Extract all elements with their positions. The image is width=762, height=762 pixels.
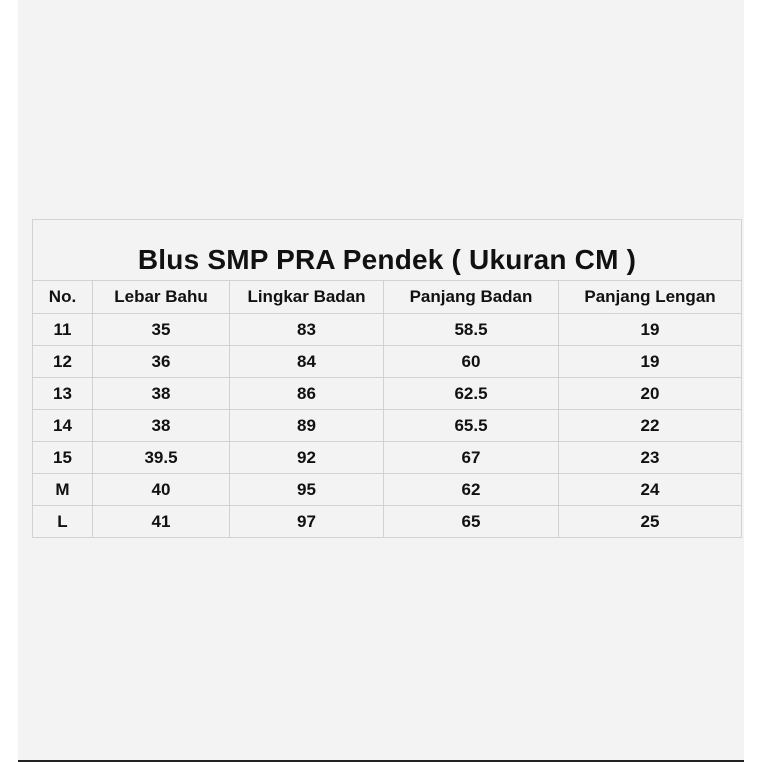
- cell-panjang-lengan: 19: [559, 314, 742, 346]
- cell-lebar-bahu: 39.5: [93, 442, 230, 474]
- cell-panjang-lengan: 22: [559, 410, 742, 442]
- cell-lebar-bahu: 38: [93, 378, 230, 410]
- cell-panjang-lengan: 19: [559, 346, 742, 378]
- cell-lebar-bahu: 36: [93, 346, 230, 378]
- table-row: [33, 506, 742, 538]
- cell-panjang-badan: 65.5: [384, 410, 559, 442]
- table-row: [33, 378, 742, 410]
- cell-no: L: [33, 506, 93, 538]
- cell-no: M: [33, 474, 93, 506]
- table-row: [33, 346, 742, 378]
- cell-no: 11: [33, 314, 93, 346]
- cell-panjang-lengan: 23: [559, 442, 742, 474]
- size-chart-table: [32, 219, 742, 538]
- cell-panjang-badan: 62: [384, 474, 559, 506]
- cell-lebar-bahu: 41: [93, 506, 230, 538]
- cell-lingkar-badan: 92: [230, 442, 384, 474]
- table-title: Blus SMP PRA Pendek ( Ukuran CM ): [33, 220, 742, 281]
- cell-lingkar-badan: 84: [230, 346, 384, 378]
- table-row: [33, 314, 742, 346]
- table-row: [33, 474, 742, 506]
- header-lebar-bahu: Lebar Bahu: [93, 281, 230, 314]
- table-row: [33, 410, 742, 442]
- cell-lingkar-badan: 86: [230, 378, 384, 410]
- cell-lingkar-badan: 97: [230, 506, 384, 538]
- cell-panjang-lengan: 25: [559, 506, 742, 538]
- cell-no: 15: [33, 442, 93, 474]
- cell-panjang-badan: 58.5: [384, 314, 559, 346]
- header-lingkar-badan: Lingkar Badan: [230, 281, 384, 314]
- cell-lingkar-badan: 83: [230, 314, 384, 346]
- cell-no: 13: [33, 378, 93, 410]
- header-no: No.: [33, 281, 93, 314]
- header-panjang-lengan: Panjang Lengan: [559, 281, 742, 314]
- cell-panjang-lengan: 20: [559, 378, 742, 410]
- table-row: [33, 442, 742, 474]
- cell-no: 12: [33, 346, 93, 378]
- cell-no: 14: [33, 410, 93, 442]
- cell-lingkar-badan: 89: [230, 410, 384, 442]
- cell-lebar-bahu: 38: [93, 410, 230, 442]
- cell-lebar-bahu: 35: [93, 314, 230, 346]
- cell-lingkar-badan: 95: [230, 474, 384, 506]
- cell-panjang-badan: 62.5: [384, 378, 559, 410]
- cell-lebar-bahu: 40: [93, 474, 230, 506]
- title-row: [33, 220, 742, 281]
- cell-panjang-badan: 67: [384, 442, 559, 474]
- cell-panjang-badan: 60: [384, 346, 559, 378]
- header-panjang-badan: Panjang Badan: [384, 281, 559, 314]
- header-row: [33, 281, 742, 314]
- cell-panjang-badan: 65: [384, 506, 559, 538]
- cell-panjang-lengan: 24: [559, 474, 742, 506]
